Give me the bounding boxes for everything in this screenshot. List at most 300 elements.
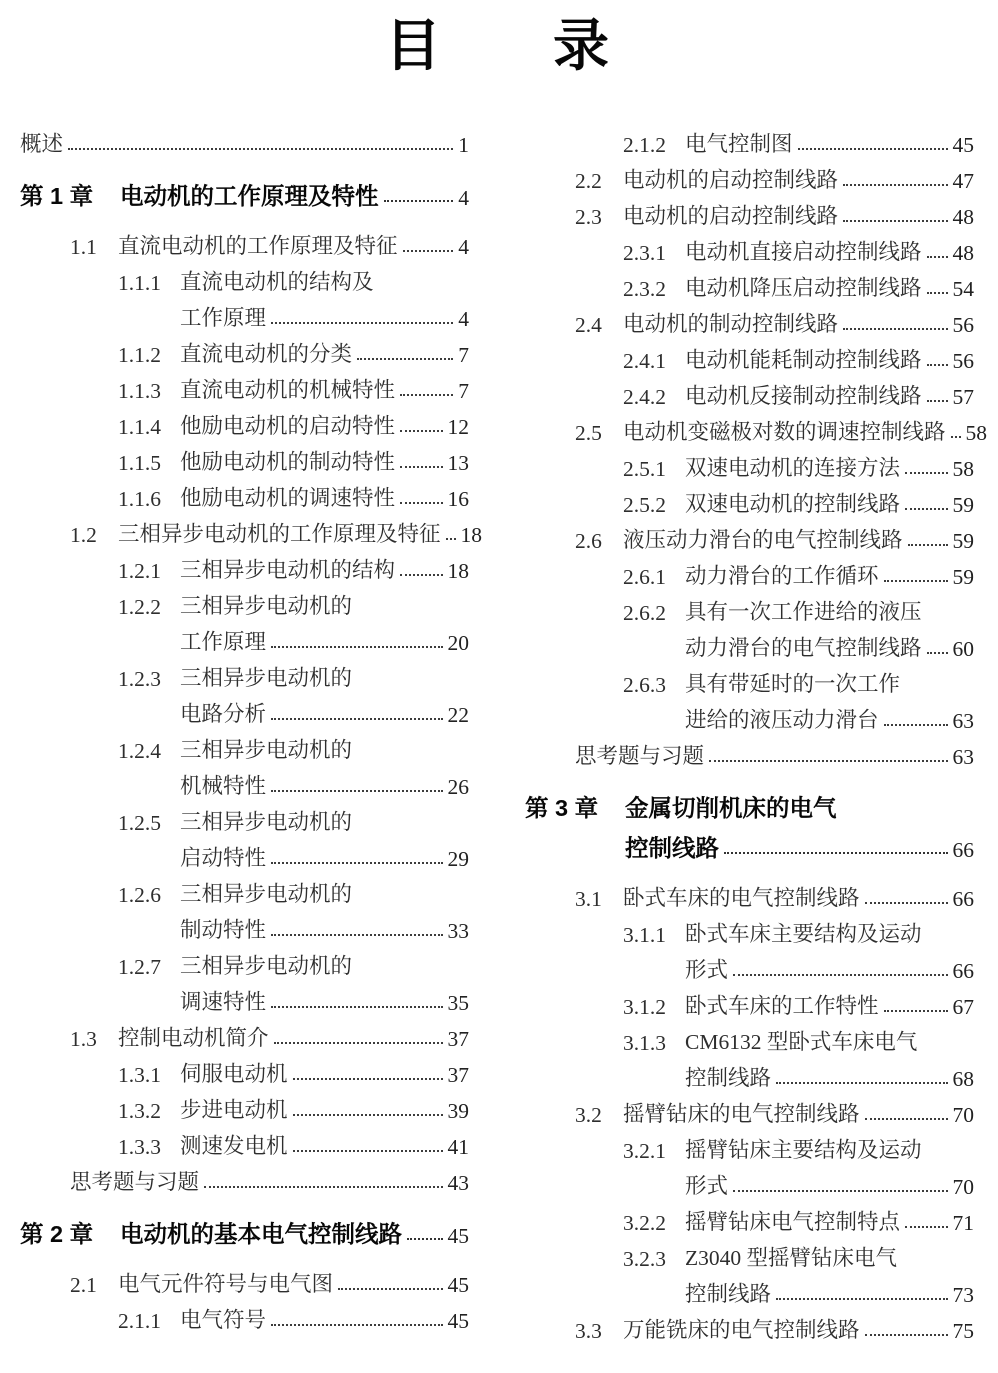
toc-entry-line [20, 1124, 469, 1160]
entry-title: 电动机反接制动控制线路 [685, 384, 922, 409]
entry-number: 3.3 [575, 1319, 602, 1344]
dot-leader [357, 358, 453, 360]
dot-leader [776, 1082, 947, 1084]
toc-entry-line [20, 260, 469, 296]
toc-entry [525, 410, 988, 446]
page-number: 58 [952, 457, 974, 482]
toc-entry [20, 944, 469, 1016]
entry-title: 三相异步电动机的 [180, 594, 353, 619]
dot-leader [407, 1238, 443, 1240]
page-number: 56 [952, 313, 974, 338]
entry-title-continuation: 电路分析 [180, 702, 267, 727]
page-number: 1 [458, 133, 469, 158]
entry-title: 电动机的基本电气控制线路 [120, 1221, 402, 1248]
page-number: 37 [447, 1027, 469, 1052]
entry-title-continuation: 调速特性 [180, 990, 267, 1015]
entry-number: 3.2.2 [623, 1211, 666, 1236]
dot-leader [884, 724, 948, 726]
page-number: 68 [952, 1067, 974, 1092]
page-number: 71 [952, 1211, 974, 1236]
dot-leader [908, 544, 948, 546]
dot-leader [843, 328, 947, 330]
page-number: 59 [952, 565, 974, 590]
page-number: 18 [447, 559, 469, 584]
entry-number: 1.1.6 [118, 487, 161, 512]
toc-entry [525, 266, 974, 302]
entry-number: 2.1 [70, 1273, 97, 1298]
page-number: 70 [952, 1103, 974, 1128]
entry-title: 直流电动机的工作原理及特征 [118, 234, 398, 259]
entry-number: 第 3 章 [525, 795, 599, 822]
entry-title: 电气元件符号与电气图 [118, 1272, 334, 1297]
toc-entry [525, 1020, 974, 1092]
toc-entry [525, 302, 974, 338]
entry-number: 3.1.3 [623, 1031, 666, 1056]
page-number: 45 [447, 1224, 469, 1249]
entry-number: 3.2 [575, 1103, 602, 1128]
entry-number: 3.1 [575, 887, 602, 912]
entry-number: 2.2 [575, 169, 602, 194]
entry-title-continuation: 控制线路 [625, 835, 719, 862]
page-number: 37 [447, 1063, 469, 1088]
toc-entry-line [525, 158, 974, 194]
toc-entry-line [20, 224, 469, 260]
toc-entry [20, 476, 469, 512]
page-number: 33 [447, 919, 469, 944]
toc-column-right [525, 122, 988, 1344]
toc-entry [20, 368, 469, 404]
dot-leader [905, 508, 947, 510]
dot-leader [884, 1010, 948, 1012]
entry-number: 1.2.6 [118, 883, 161, 908]
toc-entry-line-continuation [20, 836, 469, 872]
toc-entry [20, 512, 483, 548]
dot-leader [271, 718, 442, 720]
dot-leader [384, 200, 454, 202]
toc-entry-line [525, 876, 974, 912]
dot-leader [951, 436, 961, 438]
entry-title: 双速电动机的控制线路 [685, 492, 901, 517]
page-number: 75 [952, 1319, 974, 1344]
toc-entry-line [525, 912, 974, 948]
entry-number: 1.1.3 [118, 379, 161, 404]
entry-title: 电动机变磁极对数的调速控制线路 [623, 420, 946, 445]
dot-leader [400, 574, 442, 576]
toc-entry [525, 374, 974, 410]
toc-entry-line-continuation [20, 620, 469, 656]
toc-entry-line [525, 1236, 974, 1272]
entry-number: 3.1.2 [623, 995, 666, 1020]
toc-entry-line-continuation [20, 908, 469, 944]
dot-leader [798, 148, 948, 150]
page-number: 45 [447, 1273, 469, 1298]
page-number: 26 [447, 775, 469, 800]
dot-leader [843, 220, 947, 222]
toc-entry-line [20, 1160, 469, 1196]
toc-entry-line [20, 1016, 469, 1052]
toc-chapter-entry [20, 171, 469, 211]
toc-entry-line [525, 266, 974, 302]
toc-entry-line-continuation [525, 1272, 974, 1308]
entry-title: 直流电动机的结构及 [180, 270, 374, 295]
entry-number: 2.6 [575, 529, 602, 554]
entry-number: 1.2.2 [118, 595, 161, 620]
page-number: 63 [952, 709, 974, 734]
page-number: 20 [447, 631, 469, 656]
entry-title: 直流电动机的机械特性 [180, 378, 396, 403]
toc-entry-line-continuation [525, 698, 974, 734]
entry-title: 卧式车床的电气控制线路 [623, 886, 860, 911]
toc-entry [20, 332, 469, 368]
page-number: 12 [447, 415, 469, 440]
dot-leader [927, 256, 948, 258]
toc-entry-line [525, 446, 974, 482]
toc-entry-line [20, 584, 469, 620]
entry-title: 三相异步电动机的 [180, 810, 353, 835]
entry-title: 金属切削机床的电气 [625, 795, 837, 822]
toc-entry [525, 876, 974, 912]
entry-title: 三相异步电动机的 [180, 738, 353, 763]
page-number: 59 [952, 493, 974, 518]
toc-entry [525, 912, 974, 984]
page-number: 22 [447, 703, 469, 728]
entry-title-continuation: 控制线路 [685, 1066, 772, 1091]
page-number: 48 [952, 205, 974, 230]
entry-number: 1.2.7 [118, 955, 161, 980]
dot-leader [733, 974, 947, 976]
toc-entry-line [20, 476, 469, 512]
dot-leader [271, 862, 442, 864]
dot-leader [724, 852, 948, 854]
toc-entry-line [20, 332, 469, 368]
entry-number: 2.1.1 [118, 1309, 161, 1334]
toc-entry-line-continuation [525, 1164, 974, 1200]
entry-number: 2.3 [575, 205, 602, 230]
page-number: 45 [447, 1309, 469, 1334]
page-number: 73 [952, 1283, 974, 1308]
dot-leader [271, 790, 442, 792]
toc-entry-line [525, 734, 974, 770]
entry-title: 他励电动机的启动特性 [180, 414, 396, 439]
toc-entry [20, 1160, 469, 1196]
dot-leader [400, 430, 442, 432]
page-number: 60 [952, 637, 974, 662]
toc-entry [20, 800, 469, 872]
page-number: 48 [952, 241, 974, 266]
toc-entry [20, 1052, 469, 1088]
page-number: 47 [952, 169, 974, 194]
toc-entry-line [20, 548, 469, 584]
entry-number: 1.1.5 [118, 451, 161, 476]
toc-chapter-entry [20, 1209, 469, 1249]
page-number: 4 [458, 186, 469, 211]
page-number: 4 [458, 307, 469, 332]
toc-entry-line [525, 1128, 974, 1164]
entry-title: 步进电动机 [180, 1098, 288, 1123]
toc-entry-line [20, 944, 469, 980]
toc-entry-line [20, 872, 469, 908]
page-number: 66 [952, 838, 974, 863]
entry-title-continuation: 进给的液压动力滑台 [685, 708, 879, 733]
dot-leader [776, 1298, 947, 1300]
entry-title: 液压动力滑台的电气控制线路 [623, 528, 903, 553]
toc-entry [20, 1016, 469, 1052]
entry-title: 电气符号 [180, 1308, 267, 1333]
toc-entry-line [20, 1262, 469, 1298]
toc-entry-line-continuation [20, 692, 469, 728]
entry-title-continuation: 控制线路 [685, 1282, 772, 1307]
toc-entry [20, 1298, 469, 1334]
entry-number: 2.6.1 [623, 565, 666, 590]
toc-entry [525, 122, 974, 158]
entry-number: 第 1 章 [20, 183, 94, 210]
page-number: 4 [458, 235, 469, 260]
toc-entry [20, 404, 469, 440]
toc-entry-line [525, 194, 974, 230]
entry-title: 电动机能耗制动控制线路 [685, 348, 922, 373]
toc-entry [525, 734, 974, 770]
toc-entry [525, 1200, 974, 1236]
entry-number: 2.5.2 [623, 493, 666, 518]
entry-number: 2.6.2 [623, 601, 666, 626]
toc-entry [20, 224, 469, 260]
page-number: 18 [460, 523, 483, 548]
toc-entry [525, 662, 974, 734]
page-number: 63 [952, 745, 974, 770]
toc-entry [525, 590, 974, 662]
entry-title: 直流电动机的分类 [180, 342, 353, 367]
entry-title: 电动机直接启动控制线路 [685, 240, 922, 265]
dot-leader [293, 1114, 443, 1116]
toc-entry [525, 554, 974, 590]
entry-number: 2.4.2 [623, 385, 666, 410]
entry-title: 控制电动机简介 [118, 1026, 269, 1051]
dot-leader [271, 1006, 442, 1008]
toc-entry [20, 872, 469, 944]
toc-entry-line [20, 800, 469, 836]
entry-number: 1.2.4 [118, 739, 161, 764]
page-number: 54 [952, 277, 974, 302]
entry-title: 电动机降压启动控制线路 [685, 276, 922, 301]
entry-title: 伺服电动机 [180, 1062, 288, 1087]
page-number: 59 [952, 529, 974, 554]
entry-title: 动力滑台的工作循环 [685, 564, 879, 589]
entry-title-continuation: 机械特性 [180, 774, 267, 799]
page-number: 7 [458, 343, 469, 368]
toc-entry-line [525, 783, 974, 823]
page-number: 45 [952, 133, 974, 158]
page-number: 58 [965, 421, 988, 446]
page-number: 67 [952, 995, 974, 1020]
dot-leader [338, 1288, 442, 1290]
entry-title-continuation: 动力滑台的电气控制线路 [685, 636, 922, 661]
toc-entry-line [525, 374, 974, 410]
entry-number: 1.2.5 [118, 811, 161, 836]
entry-title: 思考题与习题 [70, 1170, 200, 1195]
page-number: 29 [447, 847, 469, 872]
toc-column-left [20, 122, 483, 1344]
toc-entry-line [525, 984, 974, 1020]
entry-title: 万能铣床的电气控制线路 [623, 1318, 860, 1343]
toc-entry-line [20, 728, 469, 764]
entry-title-continuation: 工作原理 [180, 630, 267, 655]
toc-entry-line [525, 1200, 974, 1236]
dot-leader [271, 1324, 442, 1326]
entry-number: 1.1.4 [118, 415, 161, 440]
toc-entry-line [20, 368, 469, 404]
page-number: 41 [447, 1135, 469, 1160]
entry-number: 2.3.2 [623, 277, 666, 302]
entry-number: 2.4.1 [623, 349, 666, 374]
entry-title: 三相异步电动机的结构 [180, 558, 396, 583]
entry-number: 3.2.3 [623, 1247, 666, 1272]
toc-entry [20, 260, 469, 332]
dot-leader [400, 502, 442, 504]
entry-number: 3.2.1 [623, 1139, 666, 1164]
page-number: 66 [952, 887, 974, 912]
toc-entry [525, 482, 974, 518]
toc-entry-line-continuation [525, 948, 974, 984]
entry-number: 1.3.1 [118, 1063, 161, 1088]
toc-entry-line [525, 230, 974, 266]
dot-leader [204, 1186, 442, 1188]
entry-title: 卧式车床主要结构及运动 [685, 922, 922, 947]
entry-title: CM6132 型卧式车床电气 [685, 1030, 918, 1055]
toc-entry-line [20, 171, 469, 211]
toc-entry [525, 230, 974, 266]
entry-title-continuation: 启动特性 [180, 846, 267, 871]
entry-title: 三相异步电动机的 [180, 882, 353, 907]
toc-entry-line [525, 518, 974, 554]
toc-entry-line [525, 302, 974, 338]
toc-entry [20, 728, 469, 800]
toc-entry [525, 1236, 974, 1308]
entry-title: 双速电动机的连接方法 [685, 456, 901, 481]
toc-entry-line [525, 122, 974, 158]
toc-entry-line-continuation [20, 764, 469, 800]
dot-leader [927, 364, 948, 366]
entry-title-continuation: 工作原理 [180, 306, 267, 331]
entry-title: 三相异步电动机的 [180, 666, 353, 691]
entry-number: 1.3.2 [118, 1099, 161, 1124]
entry-title: 电气控制图 [685, 132, 793, 157]
page-title: 目 录 [385, 14, 609, 77]
entry-title: 卧式车床的工作特性 [685, 994, 879, 1019]
entry-title-continuation: 形式 [685, 958, 729, 983]
dot-leader [68, 148, 453, 150]
dot-leader [400, 466, 442, 468]
entry-number: 1.3.3 [118, 1135, 161, 1160]
toc-entry-line-continuation [525, 823, 974, 863]
toc-entry [525, 1308, 974, 1344]
entry-number: 2.1.2 [623, 133, 666, 158]
toc-entry [525, 158, 974, 194]
toc-entry-line-continuation [20, 980, 469, 1016]
page-number: 35 [447, 991, 469, 1016]
dot-leader [271, 934, 442, 936]
entry-number: 1.1.2 [118, 343, 161, 368]
dot-leader [271, 646, 442, 648]
dot-leader [446, 538, 456, 540]
toc-entry [525, 194, 974, 230]
toc-entry-line [525, 1092, 974, 1128]
toc-entry [20, 584, 469, 656]
dot-leader [709, 760, 947, 762]
page-number: 13 [447, 451, 469, 476]
page-number: 7 [458, 379, 469, 404]
toc-columns [20, 122, 988, 1344]
entry-number: 2.4 [575, 313, 602, 338]
toc-entry [525, 1092, 974, 1128]
entry-title: 电动机的工作原理及特性 [120, 183, 379, 210]
toc-entry-line [20, 1209, 469, 1249]
entry-title: 测速发电机 [180, 1134, 288, 1159]
toc-entry-line [20, 1052, 469, 1088]
page-number: 57 [952, 385, 974, 410]
entry-number: 1.2 [70, 523, 97, 548]
dot-leader [403, 250, 454, 252]
toc-entry [525, 446, 974, 482]
entry-title-continuation: 制动特性 [180, 918, 267, 943]
entry-title: 他励电动机的调速特性 [180, 486, 396, 511]
entry-number: 2.6.3 [623, 673, 666, 698]
page-number: 16 [447, 487, 469, 512]
toc-entry-line [20, 1088, 469, 1124]
toc-entry-line [20, 122, 469, 158]
entry-title: 电动机的制动控制线路 [623, 312, 839, 337]
dot-leader [293, 1150, 443, 1152]
entry-title: Z3040 型摇臂钻床电气 [685, 1246, 898, 1271]
toc-entry-line [525, 1308, 974, 1344]
toc-entry [525, 1128, 974, 1200]
dot-leader [400, 394, 453, 396]
entry-number: 2.5 [575, 421, 602, 446]
entry-title: 思考题与习题 [575, 744, 705, 769]
page-number: 39 [447, 1099, 469, 1124]
dot-leader [865, 1118, 948, 1120]
toc-entry [20, 1124, 469, 1160]
toc-entry-line [20, 512, 483, 548]
toc-entry-line [525, 482, 974, 518]
toc-entry-line [525, 554, 974, 590]
toc-entry [20, 1088, 469, 1124]
entry-title-continuation: 形式 [685, 1174, 729, 1199]
entry-title: 三相异步电动机的工作原理及特征 [118, 522, 441, 547]
toc-entry [20, 440, 469, 476]
entry-number: 3.1.1 [623, 923, 666, 948]
toc-entry-line [525, 590, 974, 626]
page-number: 56 [952, 349, 974, 374]
toc-entry [525, 518, 974, 554]
toc-entry [525, 338, 974, 374]
entry-title: 三相异步电动机的 [180, 954, 353, 979]
dot-leader [843, 184, 947, 186]
entry-title: 摇臂钻床主要结构及运动 [685, 1138, 922, 1163]
toc-entry [20, 1262, 469, 1298]
dot-leader [274, 1042, 443, 1044]
toc-entry-line-continuation [20, 296, 469, 332]
toc-entry [525, 984, 974, 1020]
entry-title: 摇臂钻床电气控制特点 [685, 1210, 901, 1235]
entry-number: 2.5.1 [623, 457, 666, 482]
toc-entry-line [525, 662, 974, 698]
entry-number: 1.1.1 [118, 271, 161, 296]
dot-leader [927, 292, 948, 294]
toc-chapter-entry [525, 783, 974, 863]
toc-entry-line-continuation [525, 1056, 974, 1092]
entry-title: 具有一次工作进给的液压 [685, 600, 922, 625]
dot-leader [905, 1226, 947, 1228]
